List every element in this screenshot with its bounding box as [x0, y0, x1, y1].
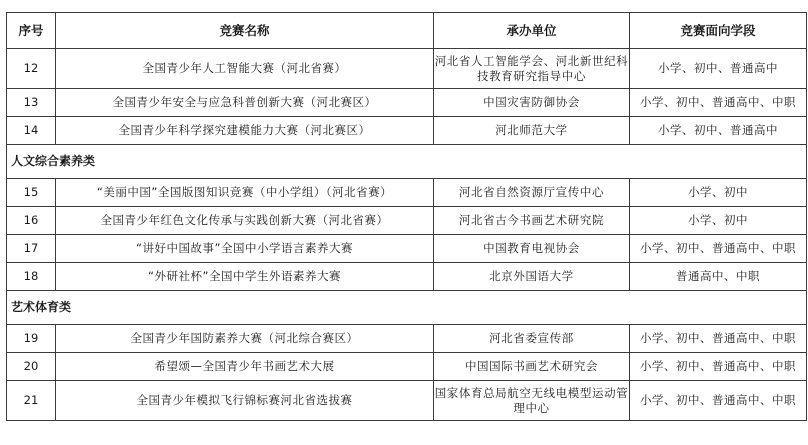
table-row	[7, 49, 807, 89]
cell-no: 20	[7, 353, 56, 381]
header-organizer: 承办单位	[434, 13, 630, 49]
cell-no: 16	[7, 207, 56, 235]
cell-organizer: 国家体育总局航空无线电模型运动管理中心	[434, 381, 630, 421]
cell-organizer: 北京外国语大学	[434, 263, 630, 291]
cell-stage: 小学、初中、普通高中、中职	[630, 353, 807, 381]
cell-organizer: 河北省委宣传部	[434, 325, 630, 353]
cell-stage: 小学、初中、普通高中	[630, 117, 807, 145]
category-heading: 人文综合素养类	[7, 145, 807, 179]
cell-organizer: 河北省人工智能学会、河北新世纪科技教育研究指导中心	[434, 49, 630, 89]
cell-name: 全国青少年红色文化传承与实践创新大赛（河北省赛）	[56, 207, 434, 235]
cell-no: 21	[7, 381, 56, 421]
cell-no: 13	[7, 89, 56, 117]
cell-no: 17	[7, 235, 56, 263]
cell-organizer: 中国灾害防御协会	[434, 89, 630, 117]
cell-organizer: 中国国际书画艺术研究会	[434, 353, 630, 381]
cell-name: 全国青少年安全与应急科普创新大赛（河北赛区）	[56, 89, 434, 117]
category-heading: 艺术体育类	[7, 291, 807, 325]
cell-stage: 小学、初中、普通高中、中职	[630, 381, 807, 421]
cell-name: 全国青少年模拟飞行锦标赛河北省选拔赛	[56, 381, 434, 421]
competition-table	[6, 12, 807, 421]
table-row	[7, 235, 807, 263]
cell-no: 19	[7, 325, 56, 353]
cell-name: 全国青少年人工智能大赛（河北省赛）	[56, 49, 434, 89]
header-stage: 竞赛面向学段	[630, 13, 807, 49]
cell-name: “讲好中国故事”全国中小学语言素养大赛	[56, 235, 434, 263]
table-row	[7, 117, 807, 145]
cell-name: 全国青少年国防素养大赛（河北综合赛区）	[56, 325, 434, 353]
category-row	[7, 291, 807, 325]
cell-stage: 小学、初中	[630, 207, 807, 235]
table-row	[7, 353, 807, 381]
cell-organizer: 中国教育电视协会	[434, 235, 630, 263]
header-no: 序号	[7, 13, 56, 49]
cell-name: “外研社杯”全国中学生外语素养大赛	[56, 263, 434, 291]
cell-no: 12	[7, 49, 56, 89]
cell-no: 18	[7, 263, 56, 291]
table-row	[7, 325, 807, 353]
cell-stage: 小学、初中	[630, 179, 807, 207]
table-row	[7, 179, 807, 207]
table-row	[7, 381, 807, 421]
category-row	[7, 145, 807, 179]
cell-stage: 小学、初中、普通高中、中职	[630, 89, 807, 117]
cell-no: 14	[7, 117, 56, 145]
cell-name: “美丽中国”全国版图知识竞赛（中小学组）（河北省赛）	[56, 179, 434, 207]
table-row	[7, 263, 807, 291]
cell-no: 15	[7, 179, 56, 207]
cell-organizer: 河北师范大学	[434, 117, 630, 145]
table-header-row	[7, 13, 807, 49]
cell-stage: 普通高中、中职	[630, 263, 807, 291]
cell-stage: 小学、初中、普通高中、中职	[630, 325, 807, 353]
table-row	[7, 207, 807, 235]
cell-organizer: 河北省自然资源厅宣传中心	[434, 179, 630, 207]
cell-stage: 小学、初中、普通高中	[630, 49, 807, 89]
cell-name: 全国青少年科学探究建模能力大赛（河北赛区）	[56, 117, 434, 145]
cell-organizer: 河北省古今书画艺术研究院	[434, 207, 630, 235]
cell-name: 希望颂—全国青少年书画艺术大展	[56, 353, 434, 381]
header-name: 竞赛名称	[56, 13, 434, 49]
cell-stage: 小学、初中、普通高中、中职	[630, 235, 807, 263]
table-row	[7, 89, 807, 117]
